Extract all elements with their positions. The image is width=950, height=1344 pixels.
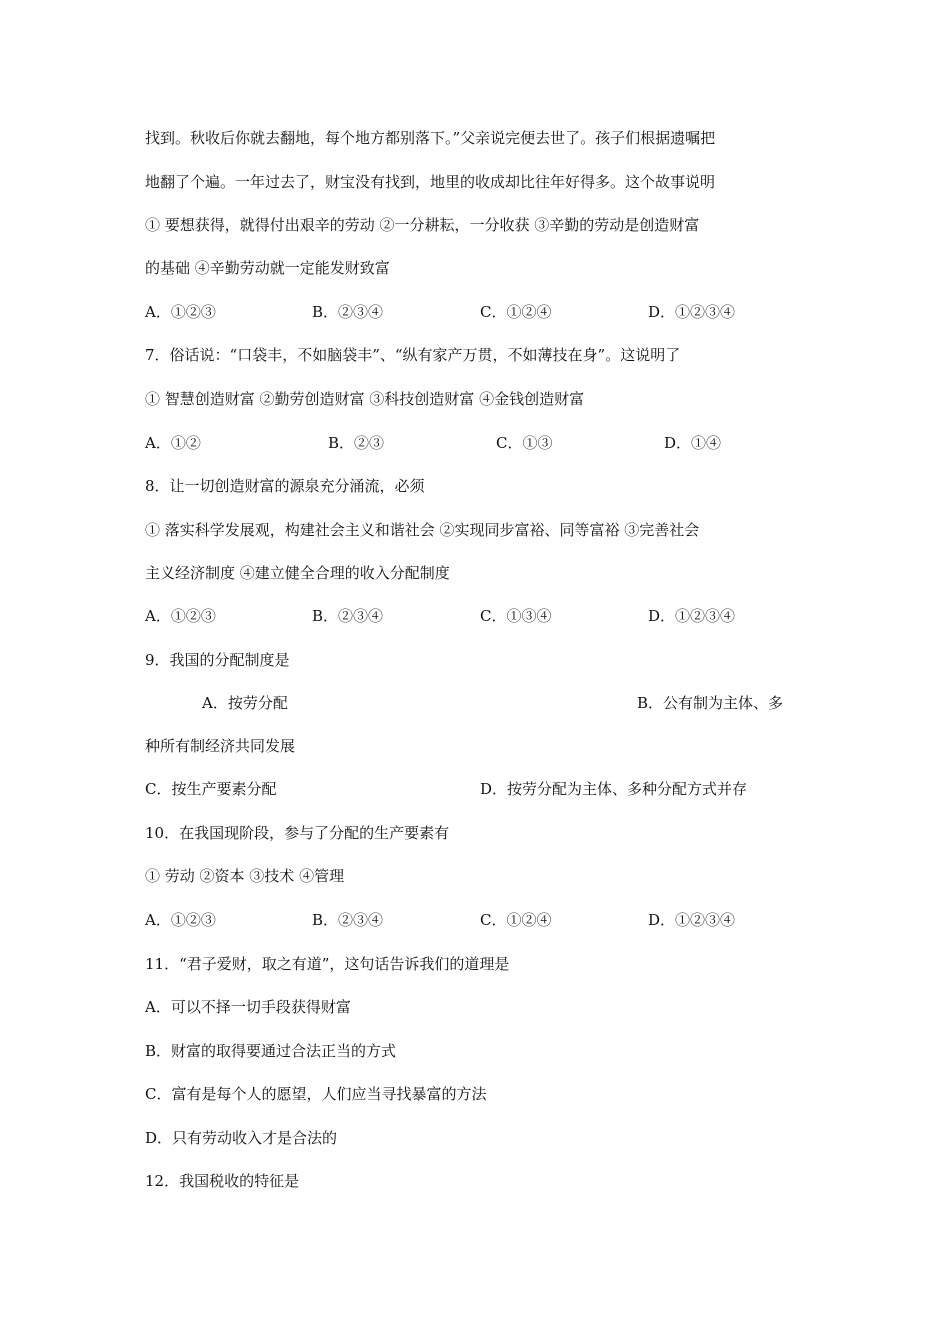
q11-option-d: D．只有劳动收入才是合法的	[145, 1129, 338, 1147]
q8-stem: 8．让一切创造财富的源泉充分涌流，必须	[145, 477, 425, 495]
q8-items-line-1: ① 落实科学发展观，构建社会主义和谐社会 ②实现同步富裕、同等富裕 ③完善社会	[145, 521, 700, 539]
q8-option-a: A．①②③	[145, 607, 216, 625]
q6-text-line-2: 地翻了个遍。一年过去了，财宝没有找到，地里的收成却比往年好得多。这个故事说明	[145, 173, 716, 191]
q9-option-a: A．按劳分配	[202, 694, 288, 712]
q11-stem: 11．“君子爱财，取之有道”，这句话告诉我们的道理是	[145, 955, 510, 973]
q7-option-d: D．①④	[664, 434, 722, 452]
q7-items: ① 智慧创造财富 ②勤劳创造财富 ③科技创造财富 ④金钱创造财富	[145, 390, 585, 408]
q11-option-c: C．富有是每个人的愿望，人们应当寻找暴富的方法	[145, 1085, 487, 1103]
q7-option-a: A．①②	[145, 434, 201, 452]
q9-option-b-line-1: B．公有制为主体、多	[637, 694, 784, 712]
q8-option-d: D．①②③④	[648, 607, 736, 625]
q9-option-b-line-2: 种所有制经济共同发展	[145, 737, 296, 755]
q11-option-a: A．可以不择一切手段获得财富	[145, 998, 351, 1016]
q8-option-b: B．②③④	[312, 607, 384, 625]
q10-option-d: D．①②③④	[648, 911, 736, 929]
q6-option-d: D．①②③④	[648, 303, 736, 321]
q10-items: ① 劳动 ②资本 ③技术 ④管理	[145, 867, 345, 885]
q6-items-line-2: 的基础 ④辛勤劳动就一定能发财致富	[145, 259, 390, 277]
q12-stem: 12．我国税收的特征是	[145, 1172, 300, 1190]
q10-option-a: A．①②③	[145, 911, 216, 929]
q6-items-line-1: ① 要想获得，就得付出艰辛的劳动 ②一分耕耘，一分收获 ③辛勤的劳动是创造财富	[145, 216, 700, 234]
q6-option-b: B．②③④	[312, 303, 384, 321]
q7-option-b: B．②③	[328, 434, 385, 452]
q9-option-c: C．按生产要素分配	[145, 780, 277, 798]
q9-option-d: D．按劳分配为主体、多种分配方式并存	[480, 780, 748, 798]
q7-stem: 7．俗话说：“口袋丰，不如脑袋丰”、“纵有家产万贯，不如薄技在身”。这说明了	[145, 346, 681, 364]
q10-stem: 10．在我国现阶段，参与了分配的生产要素有	[145, 824, 450, 842]
q8-items-line-2: 主义经济制度 ④建立健全合理的收入分配制度	[145, 564, 450, 582]
q6-text-line-1: 找到。秋收后你就去翻地，每个地方都别落下。”父亲说完便去世了。孩子们根据遗嘱把	[145, 129, 716, 147]
q10-option-c: C．①②④	[480, 911, 552, 929]
q11-option-b: B．财富的取得要通过合法正当的方式	[145, 1042, 397, 1060]
q6-option-c: C．①②④	[480, 303, 552, 321]
q6-option-a: A．①②③	[145, 303, 216, 321]
q9-stem: 9．我国的分配制度是	[145, 651, 290, 669]
q10-option-b: B．②③④	[312, 911, 384, 929]
q8-option-c: C．①③④	[480, 607, 552, 625]
q7-option-c: C．①③	[496, 434, 553, 452]
